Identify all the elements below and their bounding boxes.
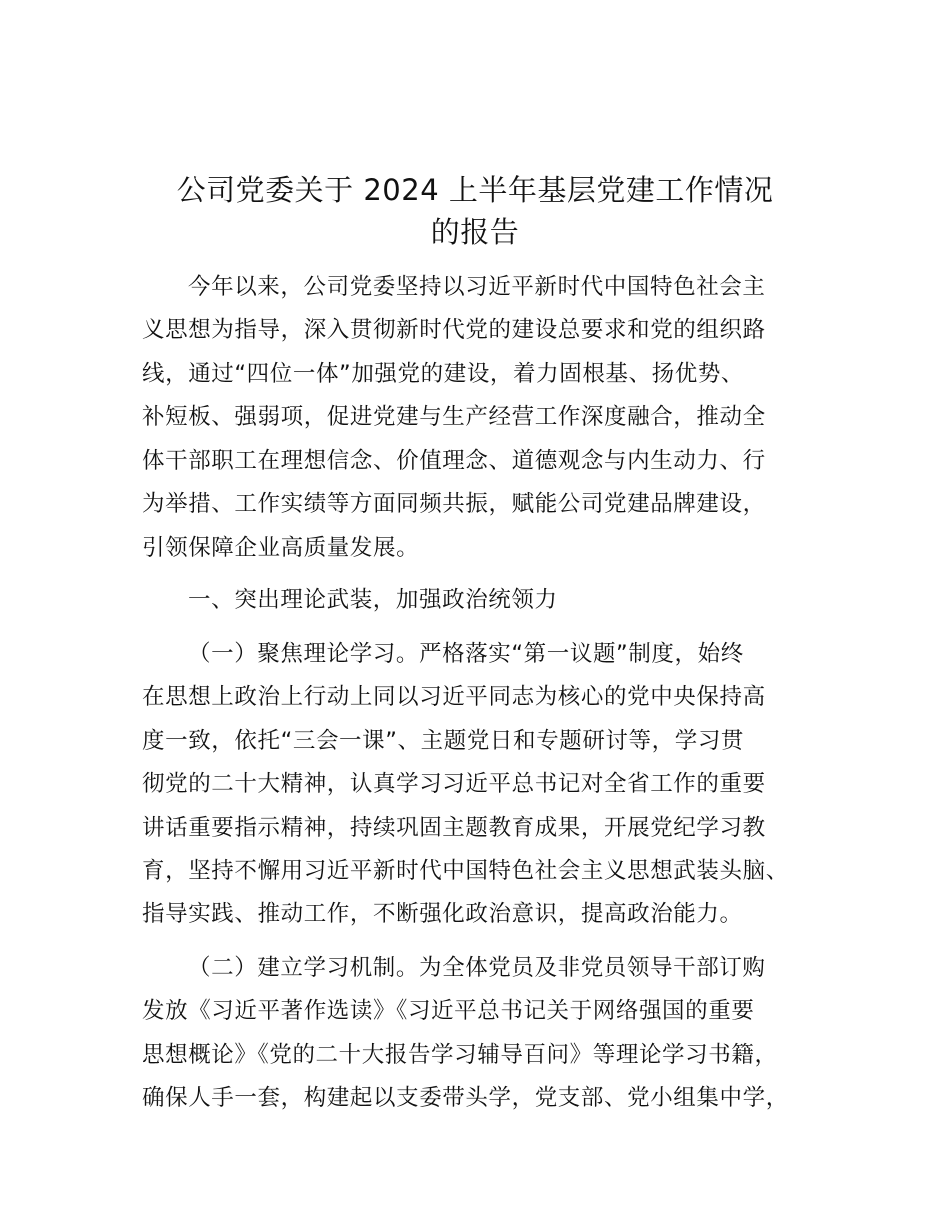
intro-line: 义思想为指导，深入贯彻新时代党的建设总要求和党的组织路 [142, 317, 766, 343]
intro-line: 补短板、强弱项，促进党建与生产经营工作深度融合，推动全 [142, 404, 766, 430]
intro-line: 引领保障企业高质量发展。 [142, 535, 420, 561]
document-title-line-1: 公司党委关于 2024 上半年基层党建工作情况 [176, 173, 774, 207]
paragraph-line: 确保人手一套，构建起以支委带头学，党支部、党小组集中学， [142, 1085, 789, 1111]
paragraph-line: 度一致，依托“三会一课”、主题党日和专题研讨等，学习贯 [142, 728, 745, 754]
paragraph-line: （一）聚焦理论学习。严格落实“第一议题”制度，始终 [188, 641, 744, 667]
paragraph-line: 在思想上政治上行动上同以习近平同志为核心的党中央保持高 [142, 684, 766, 710]
paragraph-line: 讲话重要指示精神，持续巩固主题教育成果，开展党纪学习教 [142, 815, 766, 841]
intro-line: 线，通过“四位一体”加强党的建设，着力固根基、扬优势、 [142, 361, 745, 387]
section-heading: 一、突出理论武装，加强政治统领力 [188, 587, 558, 613]
paragraph-line: 发放《习近平著作选读》《习近平总书记关于网络强国的重要 [142, 998, 755, 1024]
document-title-line-2: 的报告 [430, 215, 520, 249]
paragraph-line: 彻党的二十大精神，认真学习习近平总书记对全省工作的重要 [142, 771, 766, 797]
paragraph-line: （二）建立学习机制。为全体党员及非党员领导干部订购 [188, 955, 766, 981]
paragraph-line: 育，坚持不懈用习近平新时代中国特色社会主义思想武装头脑、 [142, 858, 789, 884]
intro-line: 为举措、工作实绩等方面同频共振，赋能公司党建品牌建设， [142, 491, 766, 517]
paragraph-line: 指导实践、推动工作，不断强化政治意识，提高政治能力。 [142, 901, 743, 927]
intro-line: 今年以来，公司党委坚持以习近平新时代中国特色社会主 [188, 274, 766, 300]
paragraph-line: 思想概论》《党的二十大报告学习辅导百问》等理论学习书籍， [142, 1042, 778, 1068]
intro-line: 体干部职工在理想信念、价值理念、道德观念与内生动力、行 [142, 448, 766, 474]
